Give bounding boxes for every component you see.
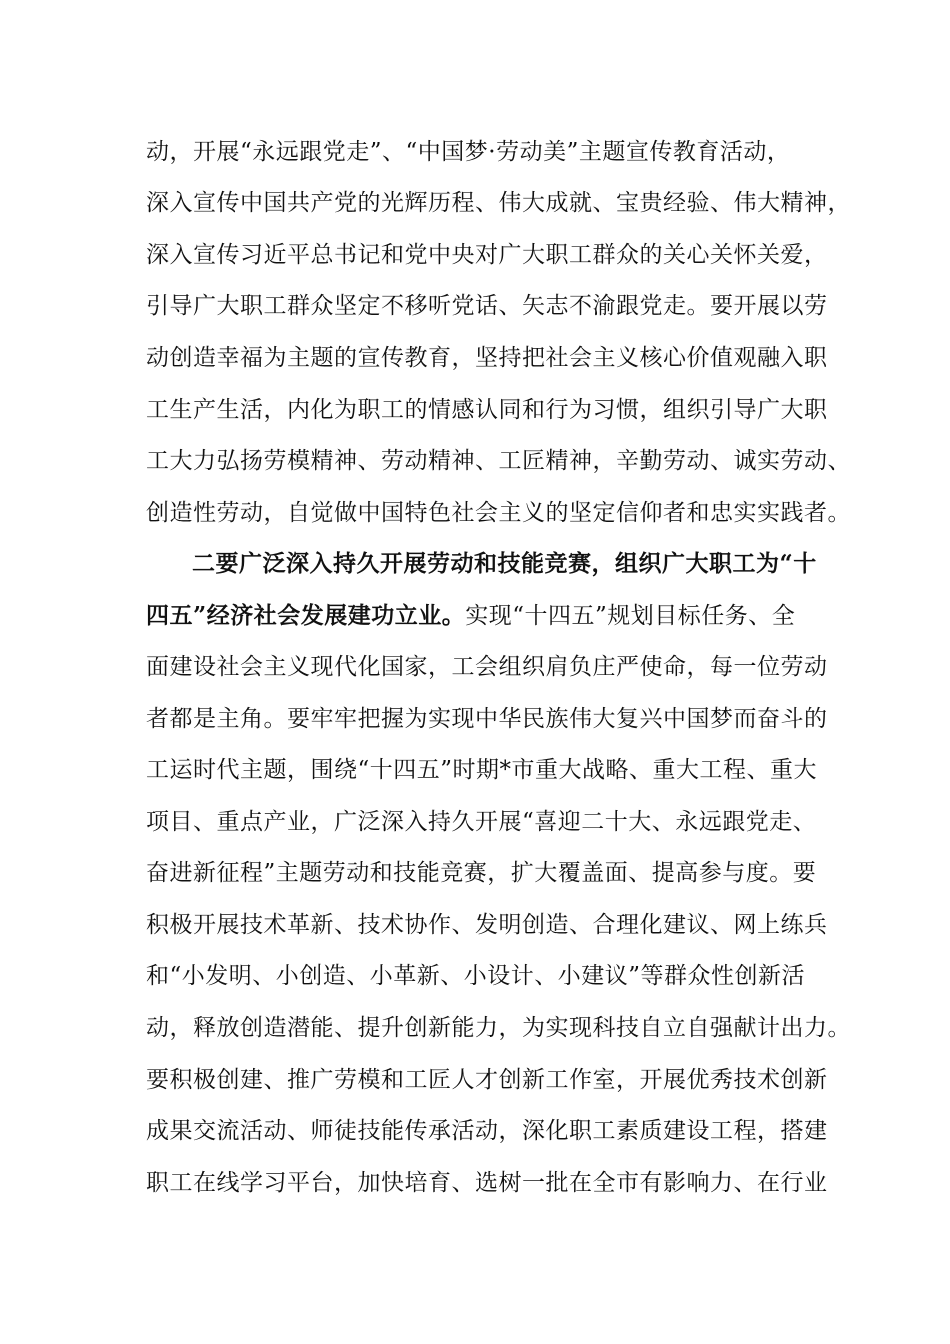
- paragraph-2-line-11: 要积极创建、推广劳模和工匠人才创新工作室，开展优秀技术创新: [146, 1067, 828, 1093]
- paragraph-1-line-5: 动创造幸福为主题的宣传教育，坚持把社会主义核心价值观融入职: [146, 345, 828, 371]
- paragraph-2-line-6: 项目、重点产业，广泛深入持久开展“喜迎二十大、永远跟党走、: [146, 809, 817, 835]
- paragraph-2-line-4: 者都是主角。要牢牢把握为实现中华民族伟大复兴中国梦而奋斗的: [146, 706, 828, 732]
- paragraph-2-line-3: 面建设社会主义现代化国家，工会组织肩负庄严使命，每一位劳动: [146, 654, 828, 680]
- paragraph-2-line-9: 和“小发明、小创造、小革新、小设计、小建议”等群众性创新活: [146, 963, 806, 989]
- paragraph-1-line-8: 创造性劳动，自觉做中国特色社会主义的坚定信仰者和忠实实践者。: [146, 500, 851, 526]
- paragraph-1-line-6: 工生产生活，内化为职工的情感认同和行为习惯，组织引导广大职: [146, 397, 828, 423]
- paragraph-2-line-7: 奋进新征程”主题劳动和技能竞赛，扩大覆盖面、提高参与度。要: [146, 860, 817, 886]
- paragraph-2-heading-line-2: 四五”经济社会发展建功立业。: [146, 602, 466, 629]
- paragraph-1-line-2: 深入宣传中国共产党的光辉历程、伟大成就、宝贵经验、伟大精神，: [146, 190, 851, 216]
- paragraph-2-line-5: 工运时代主题，围绕“十四五”时期*市重大战略、重大工程、重大: [146, 757, 818, 783]
- paragraph-1-line-1: 动，开展“永远跟党走”、“中国梦·劳动美”主题宣传教育活动，: [146, 139, 791, 165]
- paragraph-2-line-10: 动，释放创造潜能、提升创新能力，为实现科技自立自强献计出力。: [146, 1015, 851, 1041]
- paragraph-2-line-12: 成果交流活动、师徒技能传承活动，深化职工素质建设工程，搭建: [146, 1118, 828, 1144]
- paragraph-1-line-4: 引导广大职工群众坚定不移听党话、矢志不渝跟党走。要开展以劳: [146, 293, 828, 319]
- paragraph-2-line-8: 积极开展技术革新、技术协作、发明创造、合理化建议、网上练兵: [146, 912, 828, 938]
- paragraph-2-heading-line-1: 二要广泛深入持久开展劳动和技能竞赛，组织广大职工为“十: [192, 550, 817, 577]
- paragraph-1-line-3: 深入宣传习近平总书记和党中央对广大职工群众的关心关怀关爱，: [146, 242, 828, 268]
- paragraph-2-line-2: [146, 601, 836, 631]
- paragraph-2-line-2-rest: 实现“十四五”规划目标任务、全: [465, 603, 796, 629]
- paragraph-1-line-7: 工大力弘扬劳模精神、劳动精神、工匠精神，辛勤劳动、诚实劳动、: [146, 448, 851, 474]
- paragraph-2-line-13: 职工在线学习平台，加快培育、选树一批在全市有影响力、在行业: [146, 1170, 828, 1196]
